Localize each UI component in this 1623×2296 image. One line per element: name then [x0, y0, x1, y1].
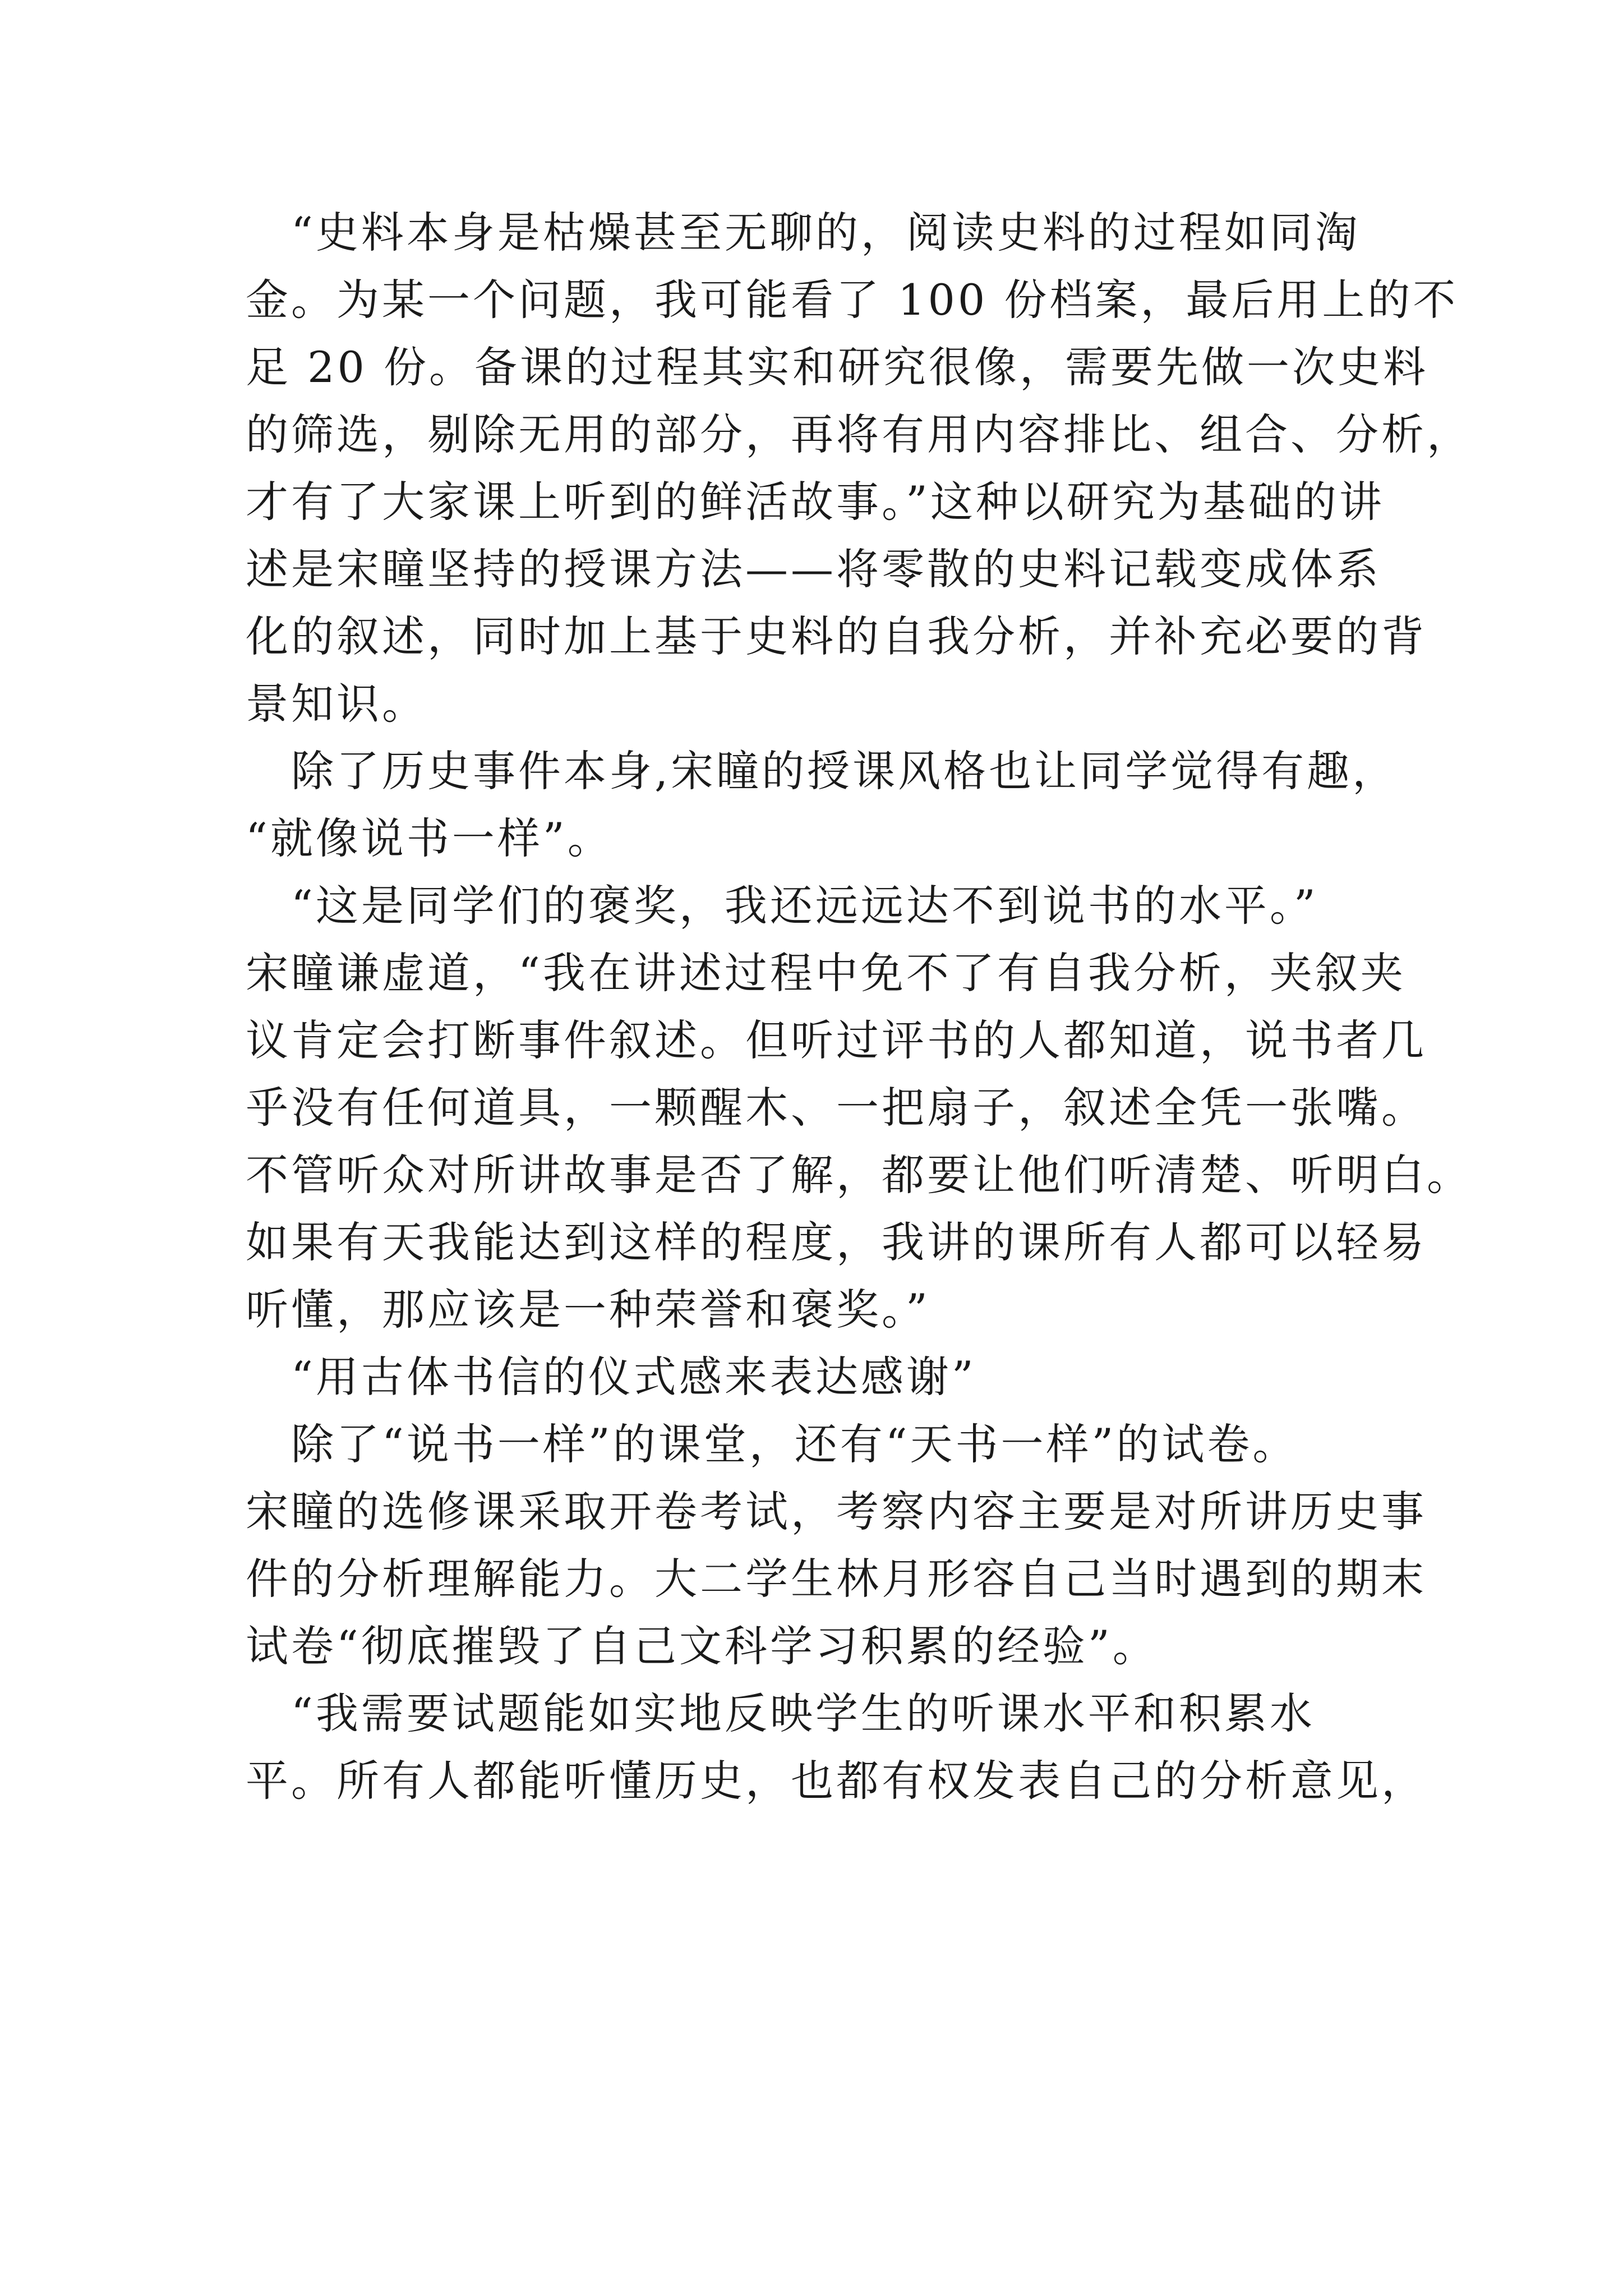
text-line: 才有了大家课上听到的鲜活故事。”这种以研究为基础的讲 [246, 477, 1385, 527]
text-line: 足 20 份。备课的过程其实和研究很像，需要先做一次史料 [246, 342, 1429, 392]
section-heading: “用古体书信的仪式感来表达感谢” [246, 1352, 976, 1402]
text-line: 件的分析理解能力。大二学生林月形容自己当时遇到的期末 [246, 1554, 1427, 1604]
text-line: 除了历史事件本身,宋瞳的授课风格也让同学觉得有趣， [246, 746, 1398, 796]
text-line: 如果有天我能达到这样的程度，我讲的课所有人都可以轻易 [246, 1217, 1427, 1267]
text-line: “这是同学们的褒奖，我还远远达不到说书的水平。” [246, 881, 1318, 931]
text-line: 景知识。 [246, 679, 427, 729]
text-line: 化的叙述，同时加上基于史料的自我分析，并补充必要的背 [246, 611, 1427, 661]
text-line: 乎没有任何道具，一颗醒木、一把扇子，叙述全凭一张嘴。 [246, 1083, 1427, 1133]
text-line: 平。所有人都能听懂历史，也都有权发表自己的分析意见， [246, 1756, 1427, 1806]
text-line: 述是宋瞳坚持的授课方法——将零散的史料记载变成体系 [246, 544, 1381, 594]
text-line: “就像说书一样”。 [246, 813, 613, 863]
text-line: 除了“说书一样”的课堂，还有“天书一样”的试卷。 [246, 1419, 1298, 1469]
text-line: “我需要试题能如实地反映学生的听课水平和积累水 [246, 1688, 1315, 1738]
text-line: 金。为某一个问题，我可能看了 100 份档案，最后用上的不 [246, 275, 1459, 325]
text-line: 宋瞳的选修课采取开卷考试，考察内容主要是对所讲历史事 [246, 1487, 1427, 1536]
text-line: “史料本身是枯燥甚至无聊的，阅读史料的过程如同淘 [246, 208, 1361, 257]
text-line: 听懂，那应该是一种荣誉和褒奖。” [246, 1285, 930, 1335]
text-line: 的筛选，剔除无用的部分，再将有用内容排比、组合、分析， [246, 409, 1472, 459]
text-line: 不管听众对所讲故事是否了解，都要让他们听清楚、听明白。 [246, 1150, 1472, 1200]
text-line: 宋瞳谦虚道，“我在讲述过程中免不了有自我分析，夹叙夹 [246, 948, 1406, 998]
article-body [246, 199, 1472, 1815]
text-line: 议肯定会打断事件叙述。但听过评书的人都知道，说书者几 [246, 1015, 1427, 1065]
text-line: 试卷“彻底摧毁了自己文科学习积累的经验”。 [246, 1621, 1158, 1671]
